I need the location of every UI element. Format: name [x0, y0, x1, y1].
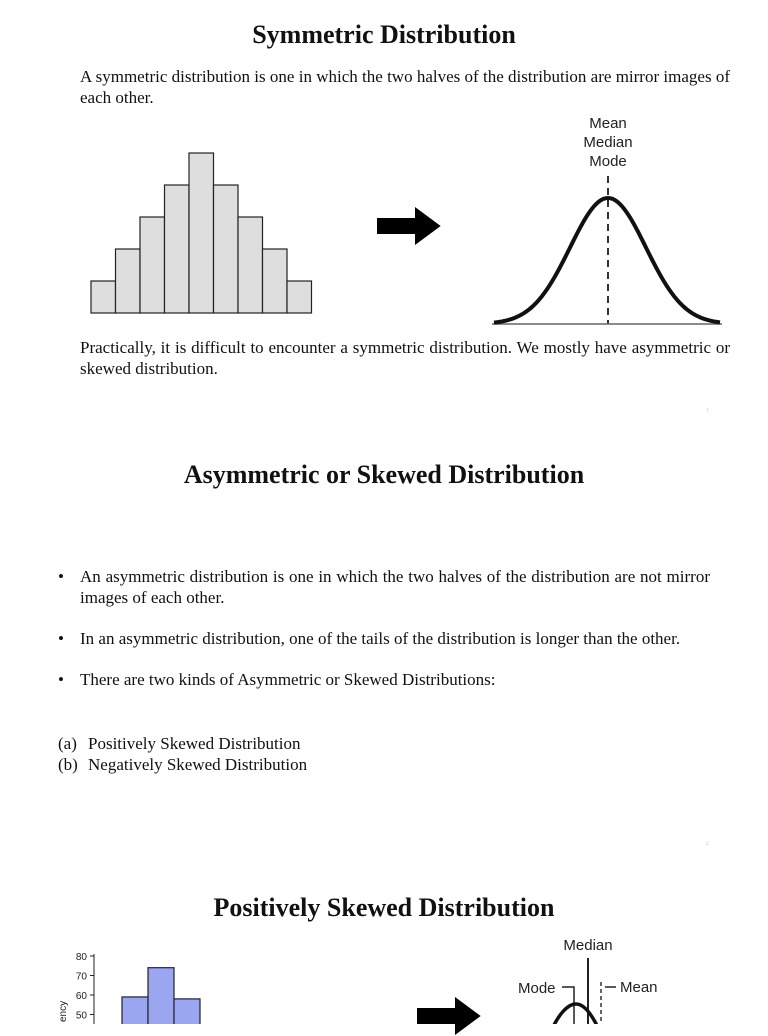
symmetric-histogram: [88, 150, 320, 318]
curve-label-median: Median: [583, 134, 633, 151]
histogram-bar: [148, 968, 174, 1024]
histogram-bar: [263, 249, 288, 313]
symmetric-normal-curve: [486, 108, 734, 334]
symmetric-practical-note: Practically, it is difficult to encounter a symmetric distribution. We mostly have asymmetric or skewed distribution.: [80, 338, 730, 378]
positive-skew-histogram: [52, 944, 222, 1024]
right-arrow-icon: [416, 996, 482, 1036]
skew-kind-negative: (b) Negatively Skewed Distribution: [58, 755, 308, 774]
curve-label-mean: Mean: [589, 115, 627, 132]
y-tick-label: 70: [75, 971, 87, 983]
histogram-bar: [140, 217, 165, 313]
histogram-bar: [165, 185, 190, 313]
list-item: • An asymmetric distribution is one in which the two halves of the distribution are not mirror images of each other.: [58, 567, 710, 607]
y-tick-label: 80: [75, 952, 87, 963]
section-title-positive-skew: Positively Skewed Distribution: [213, 893, 555, 922]
curve-label-mode: Mode: [518, 980, 556, 997]
page-mark: 2: [706, 842, 709, 847]
y-tick-label: 60: [75, 991, 87, 1002]
y-tick-label: 50: [75, 1010, 87, 1022]
curve-label-mean: Mean: [620, 979, 658, 996]
curve-label-median: Median: [563, 937, 613, 954]
positive-skew-curve: [504, 928, 736, 1024]
histogram-bar: [287, 281, 312, 313]
bullet-icon: •: [58, 567, 64, 586]
skew-curve: [550, 1004, 600, 1024]
histogram-bar: [238, 217, 263, 313]
histogram-bar: [116, 249, 141, 313]
y-axis-label: ency: [58, 1000, 69, 1022]
section-title-asymmetric: Asymmetric or Skewed Distribution: [183, 460, 585, 489]
histogram-bar: [91, 281, 116, 313]
asymmetric-bullet-list: [58, 566, 710, 710]
right-arrow-icon: [376, 206, 442, 246]
list-item: • In an asymmetric distribution, one of the tails of the distribution is longer than the other.: [58, 629, 681, 648]
page-mark: 1: [706, 408, 709, 413]
section-title-symmetric: Symmetric Distribution: [252, 20, 516, 49]
curve-label-mode: Mode: [589, 153, 627, 170]
histogram-bar: [214, 185, 239, 313]
histogram-bar: [189, 153, 214, 313]
bullet-icon: •: [58, 629, 64, 648]
symmetric-definition: A symmetric distribution is one in which the two halves of the distribution are mirror images of each other.: [80, 67, 730, 107]
skew-kind-positive: (a) Positively Skewed Distribution: [58, 734, 301, 753]
bullet-icon: •: [58, 670, 64, 689]
histogram-bar: [122, 997, 148, 1024]
list-item: • There are two kinds of Asymmetric or Skewed Distributions:: [58, 670, 496, 689]
histogram-bar: [174, 999, 200, 1024]
